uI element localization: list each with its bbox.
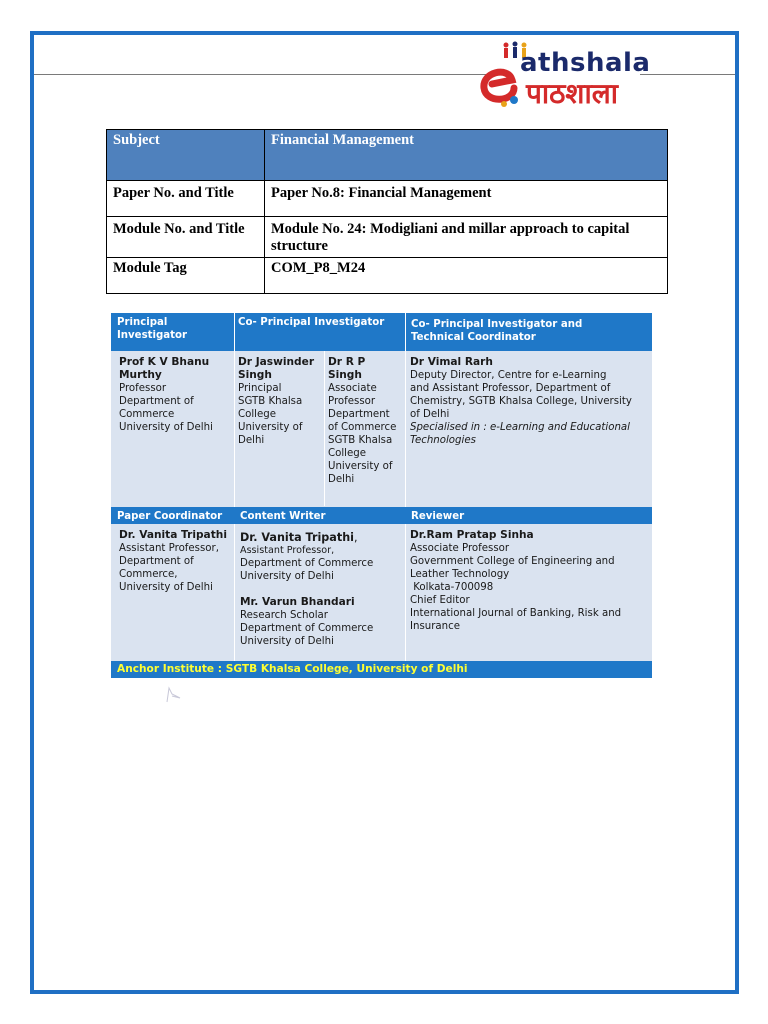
header-reviewer: Reviewer <box>411 511 465 522</box>
co-pi-1-detail: Principal <box>238 383 282 394</box>
co-pi-2-detail: Delhi <box>328 474 355 485</box>
reviewer-detail: International Journal of Banking, Risk and <box>410 608 622 619</box>
co-pi-1-detail: University of <box>238 422 303 433</box>
co-pi-2-detail: Professor <box>328 396 376 407</box>
paper-coordinator-block <box>119 529 233 594</box>
table-row <box>107 258 668 294</box>
module-value: Module No. 24: Modigliani and millar approach to capital structure <box>265 217 668 258</box>
reviewer-name: Dr.Ram Pratap Sinha <box>410 529 534 541</box>
reviewer-detail: Insurance <box>410 621 460 632</box>
content-writer-1-detail: University of Delhi <box>240 571 334 582</box>
co-pi-1-detail: SGTB Khalsa <box>238 396 303 407</box>
header-pi-text: Principal Investigator <box>117 317 188 341</box>
module-tag-label: Module Tag <box>107 258 265 294</box>
header-content-writer: Content Writer <box>240 511 326 522</box>
pi-detail: Professor <box>119 383 167 394</box>
pi-detail: Commerce <box>119 409 175 420</box>
paper-coordinator-detail: Department of <box>119 556 194 567</box>
anchor-institute-bar: Anchor Institute : SGTB Khalsa College, University of Delhi <box>111 661 652 678</box>
paper-label: Paper No. and Title <box>107 181 265 217</box>
header-pi <box>117 316 227 342</box>
header-paper-coordinator: Paper Coordinator <box>117 511 223 522</box>
co-pi-2-name: Dr R P Singh <box>328 356 366 381</box>
header-co-pi: Co- Principal Investigator <box>238 317 385 328</box>
content-writer-1-name: Dr. Vanita Tripathi <box>240 531 354 544</box>
reviewer-detail: Government College of Engineering and <box>410 556 615 567</box>
subject-label: Subject <box>107 130 265 181</box>
content-writer-1-detail: Department of Commerce <box>240 558 374 569</box>
column-divider <box>324 351 325 506</box>
content-writer-1-line <box>240 531 404 544</box>
co-pi-2-detail: University of <box>328 461 393 472</box>
cursor-mark-icon <box>164 684 186 704</box>
paper-coordinator-detail: Commerce, <box>119 569 178 580</box>
content-writer-2-detail: Department of Commerce <box>240 623 374 634</box>
content-writer-block <box>240 531 404 648</box>
column-divider <box>234 313 235 661</box>
epathshala-logo <box>478 40 710 112</box>
e-letter-icon <box>478 58 522 108</box>
content-writer-1-suffix: , <box>354 531 358 544</box>
co-pi-tech-specialised: Specialised in : e-Learning and Educational <box>410 422 630 433</box>
table-row <box>107 181 668 217</box>
co-pi-2-detail: SGTB Khalsa <box>328 435 393 446</box>
pi-detail: Department of <box>119 396 194 407</box>
reviewer-detail: Kolkata-700098 <box>410 582 494 593</box>
co-pi-2-block <box>328 356 404 486</box>
co-pi-1-block <box>238 356 323 447</box>
content-writer-2-detail: Research Scholar <box>240 610 328 621</box>
table-row <box>107 130 668 181</box>
module-label: Module No. and Title <box>107 217 265 258</box>
header-rule <box>34 74 509 75</box>
table-row <box>107 217 668 258</box>
co-pi-tech-detail: Deputy Director, Centre for e-Learning <box>410 370 607 381</box>
co-pi-tech-detail: of Delhi <box>410 409 450 420</box>
co-pi-2-detail: of Commerce <box>328 422 397 433</box>
co-pi-1-detail: Delhi <box>238 435 265 446</box>
co-pi-tech-specialised: Technologies <box>410 435 476 446</box>
module-tag-value: COM_P8_M24 <box>265 258 668 294</box>
logo-text-english: athshala <box>520 48 651 78</box>
pi-name: Prof K V Bhanu Murthy <box>119 356 210 381</box>
column-divider <box>405 313 406 661</box>
co-pi-2-detail: Associate <box>328 383 377 394</box>
reviewer-detail: Associate Professor <box>410 543 510 554</box>
co-pi-tech-block <box>410 356 650 447</box>
subject-value: Financial Management <box>265 130 668 181</box>
co-pi-1-detail: College <box>238 409 277 420</box>
co-pi-tech-detail: and Assistant Professor, Department of <box>410 383 611 394</box>
reviewer-detail: Leather Technology <box>410 569 510 580</box>
paper-value: Paper No.8: Financial Management <box>265 181 668 217</box>
reviewer-detail: Chief Editor <box>410 595 470 606</box>
content-writer-1-detail: Assistant Professor, <box>240 545 335 556</box>
reviewer-block <box>410 529 650 633</box>
credits-panel <box>111 313 652 678</box>
header-co-pi-tech: Co- Principal Investigator and Technical Coordinator <box>411 319 583 343</box>
co-pi-2-detail: Department <box>328 409 390 420</box>
co-pi-tech-detail: Chemistry, SGTB Khalsa College, University <box>410 396 632 407</box>
co-pi-tech-name: Dr Vimal Rarh <box>410 356 493 368</box>
content-writer-2-detail: University of Delhi <box>240 636 334 647</box>
pi-detail: University of Delhi <box>119 422 213 433</box>
pi-block <box>119 356 231 434</box>
module-info-table <box>106 129 668 294</box>
content-writer-2-name: Mr. Varun Bhandari <box>240 596 355 608</box>
paper-coordinator-detail: University of Delhi <box>119 582 213 593</box>
paper-coordinator-name: Dr. Vanita Tripathi <box>119 529 227 541</box>
co-pi-1-name: Dr Jaswinder Singh <box>238 356 315 381</box>
logo-text-hindi: पाठशाला <box>526 77 618 110</box>
co-pi-2-detail: College <box>328 448 367 459</box>
paper-coordinator-detail: Assistant Professor, <box>119 543 219 554</box>
